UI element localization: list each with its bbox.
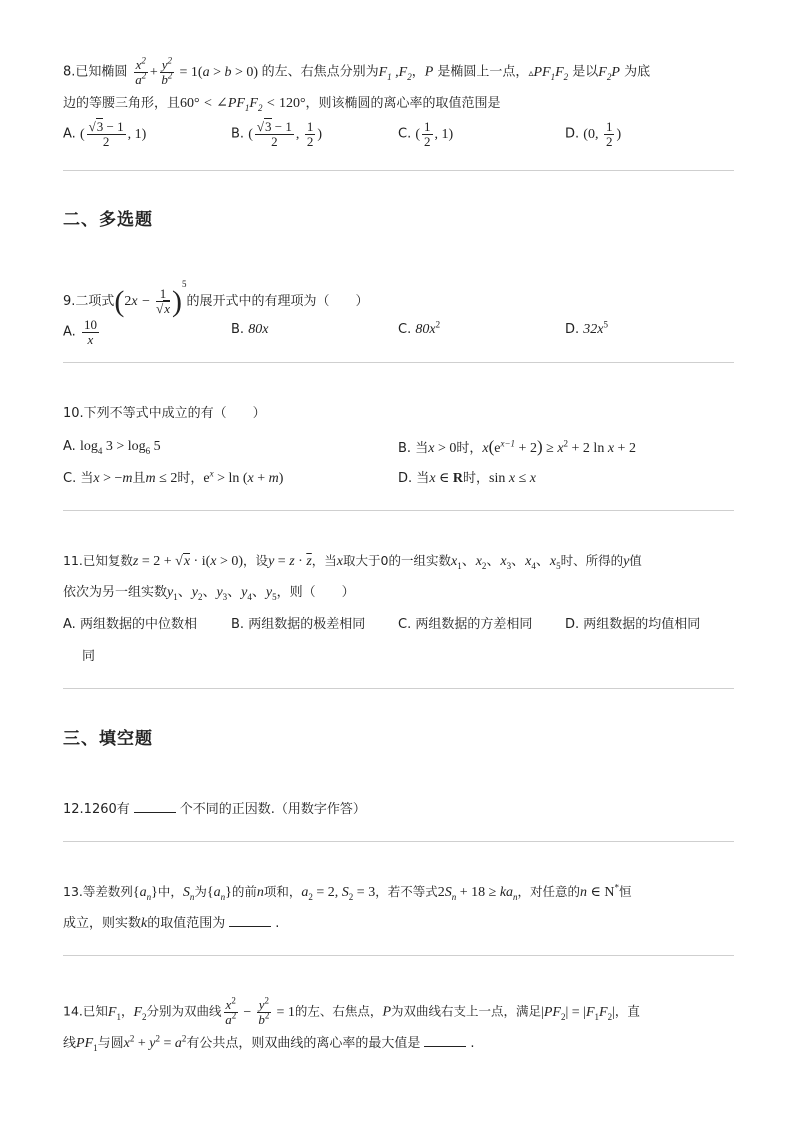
option-key: D.: [565, 322, 580, 337]
q8-triangle: $▵PF_1F_2$: [528, 64, 569, 82]
q11-y: $y = z \cdot \overline{z}$: [268, 554, 312, 569]
q13-text: 的前: [231, 884, 257, 899]
option-key: A.: [63, 439, 76, 454]
q13-text: 13.等差数列: [63, 884, 133, 899]
q13-text: ，若不等式: [375, 884, 438, 899]
q11-line2: [63, 583, 355, 603]
option-value: 两组数据的均值相同: [583, 617, 701, 632]
q14-text: 14.已知: [63, 1003, 108, 1019]
q9-option-d[interactable]: [565, 319, 609, 338]
option-value-base: 32x: [583, 322, 604, 337]
q8-text: 已知椭圆: [75, 64, 128, 80]
q8-number: 8.: [63, 64, 76, 80]
q14-f1: $F_1$: [107, 1004, 121, 1022]
option-text: 时，: [463, 471, 490, 486]
option-value: $\frac{10}{x}$: [83, 317, 97, 347]
option-key: A.: [63, 324, 76, 340]
option-text: 当: [416, 471, 430, 486]
q14-circle: $x^2 + y^2 = a^2$: [123, 1033, 187, 1051]
q11-ys: $y_1$、$y_2$、$y_3$、$y_4$、$y_5$: [167, 585, 277, 602]
q8-foci: $F_1$ $,F_2$: [378, 64, 412, 82]
q8-option-a[interactable]: [63, 120, 146, 149]
q13-sn: $S_n$: [182, 885, 195, 902]
q10-option-c[interactable]: [63, 469, 283, 489]
q8-ellipse-equation: $\frac{x^2}{a^2}$ + $\frac{y^2}{b^2}$ = 1(a > b > 0): [135, 55, 259, 87]
q8-point-p: P: [424, 64, 434, 80]
q8-line2: [63, 94, 501, 114]
q14-f2: $F_2$: [133, 1004, 147, 1022]
q13-text: 项和，: [263, 884, 302, 899]
q12-answer-blank[interactable]: [134, 800, 176, 813]
divider: [63, 688, 734, 689]
option-math: x > −m: [93, 471, 133, 486]
q13-n: n: [256, 885, 264, 900]
q11-text: 依次为另一组实数: [63, 585, 168, 600]
q11-xs: $x_1$、$x_2$、$x_3$、$x_4$、$x_5$: [450, 554, 561, 571]
q8-text: 边的等腰三角形，且: [63, 96, 181, 111]
option-text: 且: [132, 471, 146, 486]
q11-option-d[interactable]: [565, 615, 700, 635]
option-text: 时，: [456, 441, 483, 456]
q14-text: ，直: [614, 1003, 640, 1019]
option-key: D.: [398, 471, 413, 486]
q11-text: ，当: [311, 553, 337, 568]
q11-text: 11.已知复数: [63, 553, 133, 568]
q14-line1: [63, 995, 640, 1027]
option-value: 两组数据的中位数相: [79, 617, 197, 632]
q14-text: 线: [63, 1036, 77, 1051]
option-math: x > 0: [428, 441, 457, 456]
q11-text: 值: [629, 553, 642, 568]
q14-text: 有公共点，则双曲线的离心率的最大值是: [186, 1036, 421, 1051]
option-value: 80x: [248, 322, 269, 337]
q9-option-b[interactable]: [231, 322, 268, 338]
q13-text: 的取值范围为: [147, 916, 226, 931]
section-title-fill-in: 三、填空题: [63, 729, 153, 749]
q13-text: 中，: [157, 884, 183, 899]
q14-text: ，: [120, 1003, 134, 1019]
option-math: m ≤ 2: [145, 471, 178, 486]
divider: [63, 362, 734, 363]
q8-text: 是以: [572, 64, 599, 80]
q11-option-b[interactable]: [231, 615, 365, 635]
q9-stem: [63, 279, 369, 318]
option-key: C.: [398, 126, 412, 142]
q13-domain: n ∈ N*: [580, 882, 620, 900]
q9-option-c[interactable]: [398, 319, 441, 338]
option-value: 两组数据的极差相同: [248, 617, 366, 632]
q8-option-b[interactable]: [231, 120, 322, 149]
q13-line2: [63, 914, 279, 934]
q11-line1: [63, 551, 642, 572]
q11-option-a-wrap: 同: [82, 649, 96, 664]
q8-base: $F_2P$: [598, 64, 620, 82]
q13-seq: $\{a_n\}$: [132, 885, 158, 902]
q8-angle-range: $60^\circ < \angle PF_1F_2 < 120^\circ$: [180, 96, 306, 113]
q8-text: 为底: [624, 64, 651, 80]
q13-ineq: $2S_n + 18 \ge ka_n$: [437, 885, 518, 902]
q14-text: 与圆: [97, 1036, 124, 1051]
q13-line1: [63, 882, 632, 903]
option-value: ( $\frac{1}{2}$ , 1): [415, 119, 454, 149]
option-key: B.: [231, 617, 245, 632]
option-value: $32x^5$: [583, 319, 609, 337]
q9-binomial: (2x − $\frac{1}{√x}$ )$^5$: [114, 279, 187, 318]
q14-text: 的左、右焦点，: [294, 1003, 383, 1019]
q11-text: ，则（ ）: [276, 585, 355, 600]
q10-stem: 10.下列不等式中成立的有（ ）: [63, 406, 266, 421]
q11-option-c[interactable]: [398, 615, 532, 635]
option-key: B.: [231, 322, 245, 337]
q12-stem: [63, 800, 366, 820]
divider: [63, 955, 734, 956]
divider: [63, 170, 734, 171]
q14-text: 为双曲线右支上一点，满足: [391, 1003, 542, 1019]
option-value-base: 80x: [415, 322, 436, 337]
q9-text: 的展开式中的有理项为（ ）: [186, 294, 369, 309]
option-key: D.: [565, 126, 580, 142]
option-math: x ∈ R: [429, 471, 464, 486]
q13-text: .: [275, 916, 280, 931]
q14-line2: [63, 1034, 475, 1054]
q11-text: 时、所得的: [560, 553, 624, 568]
option-value: (0, $\frac{1}{2}$ ): [583, 119, 622, 149]
q9-text: 9.二项式: [63, 294, 115, 309]
option-key: A.: [63, 617, 76, 632]
q8-text: 的左、右焦点分别为: [261, 64, 379, 80]
q8-text: 是椭圆上一点，: [437, 64, 529, 80]
option-key: C.: [398, 617, 412, 632]
q10-option-d[interactable]: [398, 469, 536, 489]
option-key: C.: [63, 471, 77, 486]
option-text: 当: [415, 441, 429, 456]
q14-text: .: [470, 1036, 475, 1051]
q10-option-a[interactable]: [63, 437, 161, 457]
option-math: $x(e^{x-1} + 2) \ge x^2 + 2$ ln x + 2: [482, 437, 636, 456]
q11-x: x: [336, 554, 343, 569]
option-value: 两组数据的方差相同: [415, 617, 533, 632]
q14-p: P: [382, 1004, 391, 1020]
q11-option-a[interactable]: [63, 615, 197, 635]
q8-text: ，则该椭圆的离心率的取值范围是: [305, 96, 501, 111]
q8-option-d[interactable]: [565, 120, 621, 149]
q10-option-b[interactable]: [398, 437, 636, 459]
q8-line1: 8.已知椭圆 $\frac{x^2}{a^2}$ + $\frac{y^2}{b^2}$ = 1(a > b > 0) 的左、右焦点分别为$F_1$ $,F_2$，P 是椭圆上一点，$▵PF_1F_2$ 是以$F_2P$ 为底: [63, 55, 651, 87]
q13-text: 成立，则实数: [63, 916, 142, 931]
q13-text: 为: [194, 884, 207, 899]
option-key: D.: [565, 617, 580, 632]
q12-text: 个不同的正因数.（用数字作答）: [179, 802, 366, 817]
option-value: $\log_4 3 > \log_6 5$: [79, 439, 161, 456]
q11-text: 取大于0的一组实数: [343, 553, 451, 568]
q14-answer-blank[interactable]: [424, 1034, 466, 1047]
option-math: $e^x > \ln (x + m)$: [203, 468, 284, 486]
section-title-multiple-choice: 二、多选题: [63, 210, 153, 230]
option-text: 当: [80, 471, 94, 486]
q13-seq: $\{a_n\}$: [206, 885, 232, 902]
q11-y-var: y: [623, 554, 630, 569]
option-math: sin x ≤ x: [489, 471, 537, 486]
q13-k: k: [141, 916, 148, 931]
q12-text: 12.1260有: [63, 802, 130, 817]
q9-option-a[interactable]: [63, 318, 101, 347]
option-value: $80x^2$: [415, 319, 441, 337]
q14-hyperbola: $\frac{x^2}{a^2}$ − $\frac{y^2}{b^2}$ = 1: [225, 995, 295, 1027]
q14-condition: $|PF_2| = |F_1F_2|$: [541, 1004, 615, 1022]
option-key: B.: [398, 441, 412, 456]
q14-line: $PF_1$: [76, 1036, 98, 1053]
option-key: B.: [231, 126, 245, 142]
option-key: C.: [398, 322, 412, 337]
option-text: 时，: [177, 471, 204, 486]
q8-option-c[interactable]: [398, 120, 453, 149]
divider: [63, 510, 734, 511]
q13-text: ，对任意的: [517, 884, 581, 899]
q11-complex: z = 2 + √x · i(x > 0): [132, 554, 244, 569]
q13-answer-blank[interactable]: [229, 914, 271, 927]
option-value: ( $\frac{√3 - 1}{2}$ , 1): [79, 119, 147, 149]
option-value: ( $\frac{√3 - 1}{2}$ , $\frac{1}{2}$ ): [248, 119, 323, 149]
q13-given: $a_2 = 2$, $S_2 = 3$: [301, 885, 376, 902]
q13-text: 恒: [619, 884, 632, 899]
option-key: A.: [63, 126, 76, 142]
divider: [63, 841, 734, 842]
q14-text: 分别为双曲线: [146, 1003, 222, 1019]
q11-text: ，设: [243, 553, 269, 568]
